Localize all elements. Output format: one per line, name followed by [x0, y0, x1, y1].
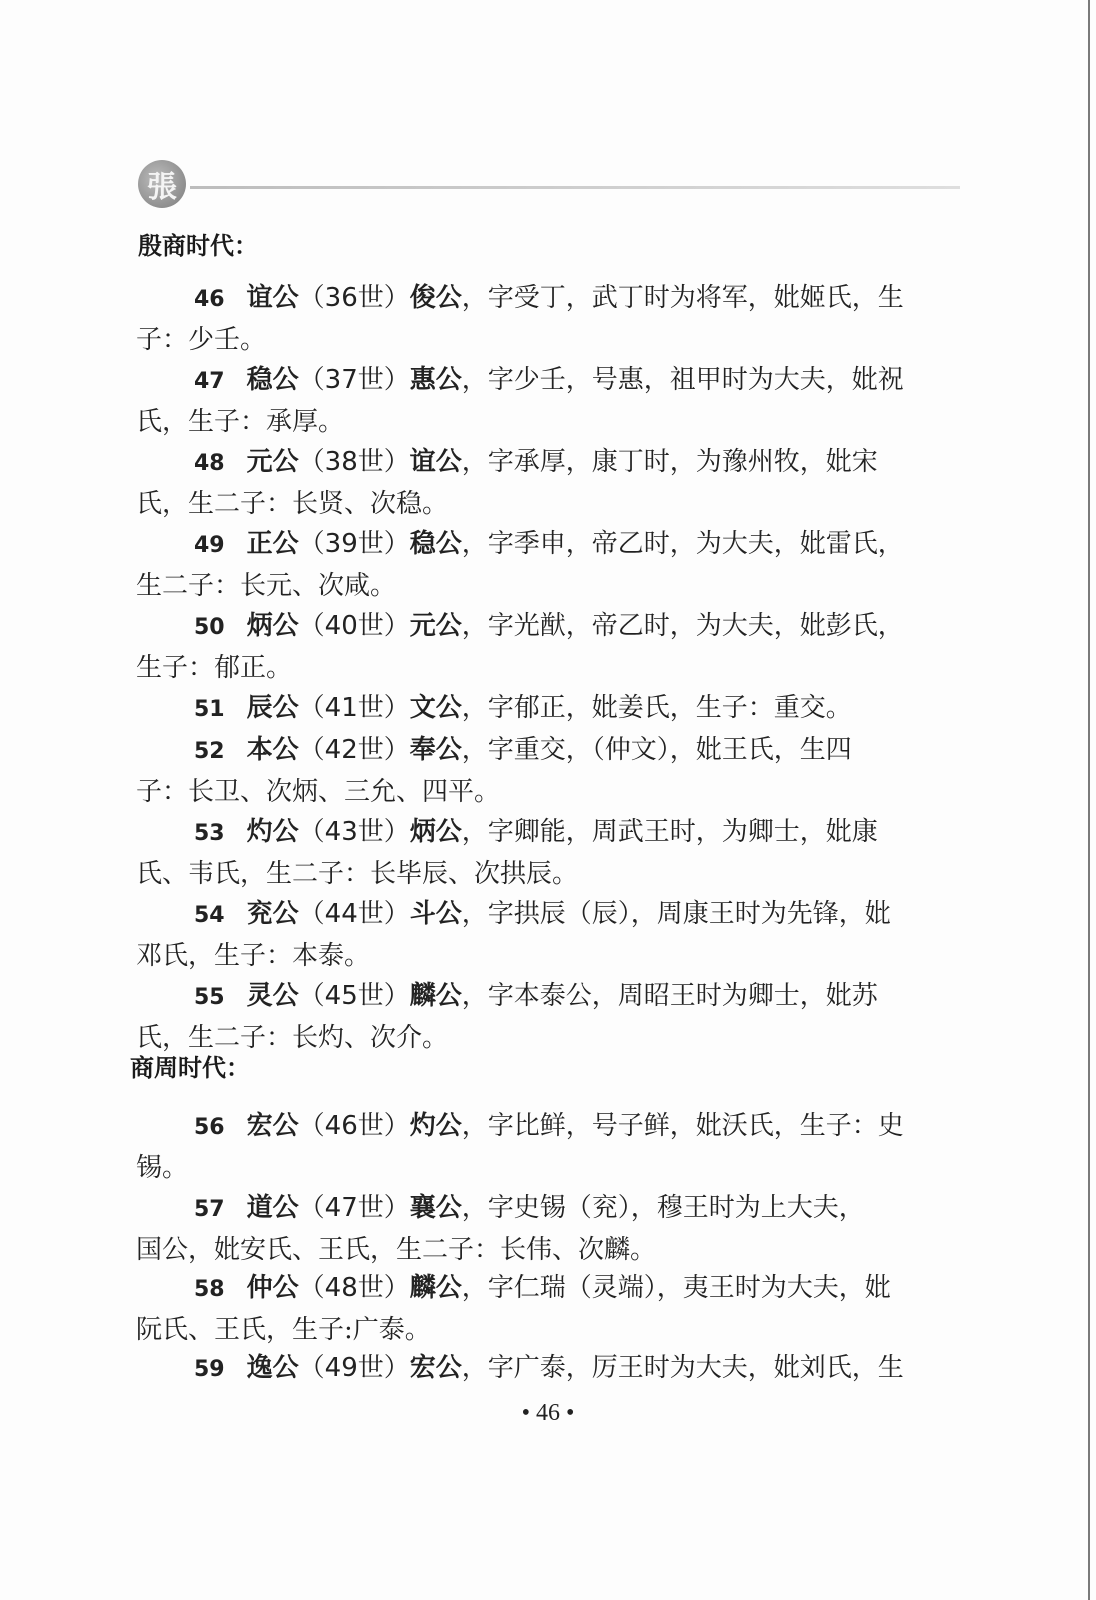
entry-number: 53: [194, 821, 225, 846]
entry-number: 49: [194, 533, 225, 558]
genealogy-entry-56: [136, 1106, 952, 1188]
entry-number: 51: [194, 697, 225, 722]
genealogy-entry-59: [136, 1348, 952, 1390]
entry-generation: 44世: [324, 899, 384, 929]
genealogy-entry-48: [136, 442, 952, 524]
genealogy-entry-47: [136, 360, 952, 442]
entry-father: 奉公: [409, 735, 462, 765]
entry-generation: 46世: [324, 1111, 384, 1141]
entry-gen-close: ）: [383, 981, 410, 1011]
entry-name: 稳公: [246, 365, 299, 395]
entry-text-line2: 氏，生子：承厚。: [136, 407, 345, 437]
entry-generation: 42世: [324, 735, 384, 765]
entry-father: 宏公: [409, 1353, 462, 1383]
entry-generation: 36世: [324, 283, 384, 313]
entry-text-line2: 子：长卫、次炳、三允、四平。: [136, 777, 501, 807]
entry-number: 57: [194, 1197, 225, 1222]
entry-gen-close: ）: [383, 735, 410, 765]
entry-gen-close: ）: [383, 817, 410, 847]
entry-generation: 41世: [324, 693, 384, 723]
seal-logo: [138, 160, 186, 208]
entry-text-line2: 氏，生二子：长贤、次稳。: [136, 489, 449, 519]
entry-number: 58: [194, 1277, 225, 1302]
entry-gen-open: （: [298, 1353, 325, 1383]
entry-number: 55: [194, 985, 225, 1010]
genealogy-entry-53: [136, 812, 952, 894]
genealogy-entry-58: [136, 1268, 952, 1350]
entry-generation: 37世: [324, 365, 384, 395]
entry-text-line2: 锡。: [136, 1153, 189, 1183]
entry-name: 元公: [246, 447, 299, 477]
entry-gen-close: ）: [383, 365, 410, 395]
entry-text: ，字本泰公，周昭王时为卿士，妣苏: [461, 981, 878, 1011]
entry-father: 稳公: [409, 529, 462, 559]
entry-generation: 39世: [324, 529, 384, 559]
entry-gen-close: ）: [383, 899, 410, 929]
genealogy-entry-51: [136, 688, 952, 730]
entry-gen-close: ）: [383, 529, 410, 559]
entry-father: 文公: [409, 693, 462, 723]
entry-name: 谊公: [246, 283, 299, 313]
entry-name: 逸公: [246, 1353, 299, 1383]
entry-father: 麟公: [409, 1273, 462, 1303]
entry-gen-close: ）: [383, 1193, 410, 1223]
genealogy-entry-49: [136, 524, 952, 606]
entry-text: ，字少壬，号惠，祖甲时为大夫，妣祝: [461, 365, 904, 395]
entry-text: ，字光猷，帝乙时，为大夫，妣彭氏，: [461, 611, 904, 641]
seal-char: 張: [147, 170, 177, 205]
entry-text-line2: 氏、韦氏，生二子：长毕辰、次拱辰。: [136, 859, 579, 889]
entry-gen-open: （: [298, 817, 325, 847]
entry-generation: 38世: [324, 447, 384, 477]
entry-gen-open: （: [298, 365, 325, 395]
entry-father: 元公: [409, 611, 462, 641]
entry-gen-open: （: [298, 529, 325, 559]
entry-text-line2: 邓氏，生子：本泰。: [136, 941, 371, 971]
genealogy-entry-54: [136, 894, 952, 976]
entry-gen-close: ）: [383, 1111, 410, 1141]
entry-text: ，字仁瑞（灵端），夷王时为大夫，妣: [461, 1273, 891, 1303]
entry-generation: 45世: [324, 981, 384, 1011]
entry-gen-open: （: [298, 283, 325, 313]
entry-name: 兖公: [246, 899, 299, 929]
entry-text: ，字广泰，厉王时为大夫，妣刘氏，生: [461, 1353, 904, 1383]
entry-generation: 47世: [324, 1193, 384, 1223]
entry-father: 襄公: [409, 1193, 462, 1223]
genealogy-entry-50: [136, 606, 952, 688]
entry-name: 灵公: [246, 981, 299, 1011]
entry-father: 灼公: [409, 1111, 462, 1141]
entry-text-line2: 国公，妣安氏、王氏，生二子：长伟、次麟。: [136, 1235, 657, 1265]
entry-text: ，字受丁，武丁时为将军，妣姬氏，生: [461, 283, 904, 313]
entry-text: ，字比鲜，号子鲜，妣沃氏，生子：史: [461, 1111, 904, 1141]
page-edge: [1088, 0, 1090, 1600]
entry-text-line2: 子：少壬。: [136, 325, 267, 355]
entry-gen-open: （: [298, 611, 325, 641]
entry-generation: 40世: [324, 611, 384, 641]
entry-generation: 49世: [324, 1353, 384, 1383]
entry-number: 46: [194, 287, 225, 312]
entry-text: ，字拱辰（辰），周康王时为先锋，妣: [461, 899, 891, 929]
entry-text-line2: 生子：郁正。: [136, 653, 293, 683]
entry-number: 56: [194, 1115, 225, 1140]
entry-text-line2: 氏，生二子：长灼、次介。: [136, 1023, 449, 1053]
genealogy-entry-52: [136, 730, 952, 812]
entry-father: 炳公: [409, 817, 462, 847]
entry-text: ，字重交，（仲文），妣王氏，生四: [461, 735, 852, 765]
entry-father: 斗公: [409, 899, 462, 929]
entry-text: ，字承厚，康丁时，为豫州牧，妣宋: [461, 447, 878, 477]
entry-father: 惠公: [409, 365, 462, 395]
entry-number: 54: [194, 903, 225, 928]
entry-gen-open: （: [298, 981, 325, 1011]
entry-gen-close: ）: [383, 447, 410, 477]
entry-text: ，字季申，帝乙时，为大夫，妣雷氏，: [461, 529, 904, 559]
entry-generation: 43世: [324, 817, 384, 847]
entry-name: 宏公: [246, 1111, 299, 1141]
entry-number: 50: [194, 615, 225, 640]
entry-gen-open: （: [298, 899, 325, 929]
entry-father: 谊公: [409, 447, 462, 477]
entry-gen-open: （: [298, 447, 325, 477]
entry-name: 道公: [246, 1193, 299, 1223]
entry-text: ，字卿能，周武王时，为卿士，妣康: [461, 817, 878, 847]
entry-text: ，字郁正，妣姜氏，生子：重交。: [461, 693, 852, 723]
entry-gen-open: （: [298, 1273, 325, 1303]
entry-father: 麟公: [409, 981, 462, 1011]
entry-text-line2: 生二子：长元、次咸。: [136, 571, 397, 601]
entry-father: 俊公: [409, 283, 462, 313]
genealogy-entry-57: [136, 1188, 952, 1270]
entry-name: 正公: [246, 529, 299, 559]
entry-number: 52: [194, 739, 225, 764]
section-title-yinshang: 殷商时代：: [138, 232, 258, 260]
entry-text: ，字史锡（兖），穆王时为上大夫，: [461, 1193, 865, 1223]
genealogy-entry-46: [136, 278, 952, 360]
header-rule: [190, 186, 960, 189]
entry-number: 59: [194, 1357, 225, 1382]
entry-number: 48: [194, 451, 225, 476]
entry-generation: 48世: [324, 1273, 384, 1303]
entry-gen-close: ）: [383, 611, 410, 641]
section-title-shangzhou: 商周时代：: [130, 1054, 250, 1082]
entry-gen-open: （: [298, 735, 325, 765]
entry-number: 47: [194, 369, 225, 394]
entry-name: 炳公: [246, 611, 299, 641]
entry-gen-close: ）: [383, 283, 410, 313]
genealogy-entry-55: [136, 976, 952, 1058]
entry-name: 辰公: [246, 693, 299, 723]
entry-gen-open: （: [298, 693, 325, 723]
entry-text-line2: 阮氏、王氏，生子:广泰。: [136, 1315, 431, 1345]
entry-gen-open: （: [298, 1111, 325, 1141]
entry-gen-open: （: [298, 1193, 325, 1223]
entry-name: 本公: [246, 735, 299, 765]
page-number: • 46 •: [521, 1400, 575, 1426]
entry-gen-close: ）: [383, 1353, 410, 1383]
entry-gen-close: ）: [383, 1273, 410, 1303]
entry-name: 灼公: [246, 817, 299, 847]
entry-gen-close: ）: [383, 693, 410, 723]
entry-name: 仲公: [246, 1273, 299, 1303]
